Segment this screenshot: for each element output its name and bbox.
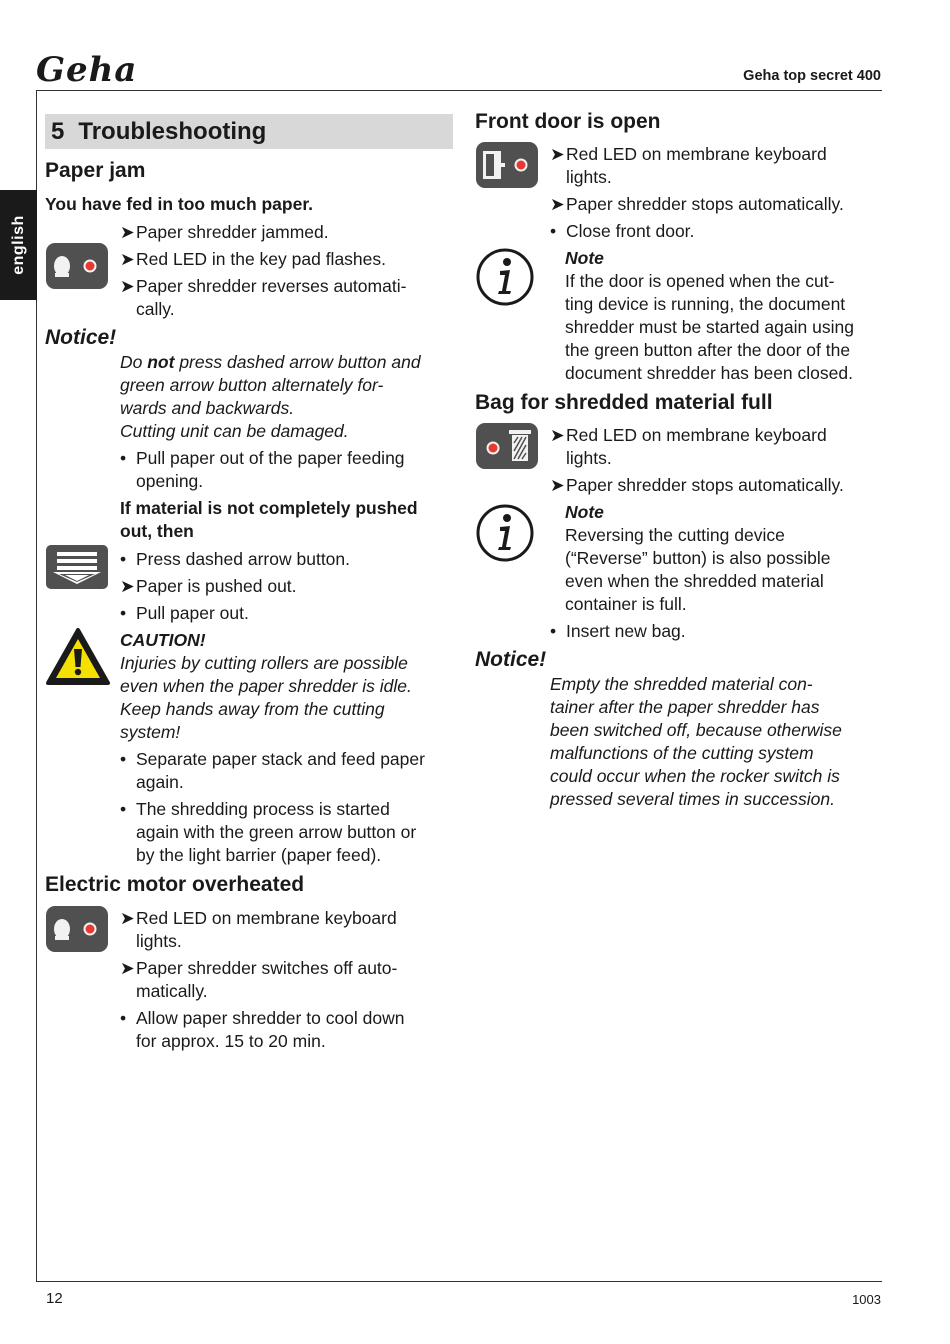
keypad-led-icon	[45, 905, 109, 958]
step-item: • Press dashed arrow button.	[120, 549, 351, 569]
bag-full-led-icon	[475, 422, 539, 475]
dashed-arrow-icon	[45, 544, 109, 595]
note-text: If the door is opened when the cut- ting device is running, the document shredder must be started again using the green button after the door of the document shredder has been closed.	[565, 271, 854, 383]
header-rule	[36, 90, 882, 91]
result-item: ➤ Paper shredder stops automatically.	[550, 194, 844, 214]
step-item: • Pull paper out of the paper feeding opening.	[120, 448, 405, 491]
caution-label: CAUTION!	[120, 630, 206, 650]
condition-text: If material is not completely pushed out, then	[120, 498, 418, 541]
language-tab: english	[0, 190, 37, 300]
motor-heading: Electric motor overheated	[45, 873, 305, 896]
geha-logo: Geha	[36, 50, 138, 90]
bag-note	[475, 501, 885, 643]
step-item: • Separate paper stack and feed paper again.	[120, 749, 425, 792]
footer-rule	[36, 1281, 882, 1282]
notice-text: Empty the shredded material con- tainer after the paper shredder has been switched off, because otherwise malfunctions of the cutting system could occur when the rocker switch is pressed several times in succession.	[550, 674, 842, 809]
step-item: • Allow paper shredder to cool down for approx. 15 to 20 min.	[120, 1008, 405, 1051]
notice-text: Do not press dashed arrow button and green arrow button alternately for- wards and backwards. Cutting unit can be damaged.	[120, 352, 421, 441]
dashed-arrow-section	[45, 548, 453, 625]
document-code: 1003	[852, 1292, 881, 1307]
notice-label: Notice!	[475, 648, 547, 671]
product-name: Geha top secret 400	[743, 68, 881, 84]
door-led-icon	[475, 141, 539, 194]
motor-section	[45, 907, 453, 1053]
result-item: ➤ Paper shredder reverses automati- cally.	[120, 276, 407, 319]
bag-heading: Bag for shredded material full	[475, 391, 773, 414]
step-item: • Pull paper out.	[120, 603, 249, 623]
step-item: • The shredding process is started again with the green arrow button or by the light barrier (paper feed).	[120, 799, 417, 865]
door-section	[475, 143, 885, 243]
caution-text: Injuries by cutting rollers are possible even when the paper shredder is idle. Keep hands away from the cutting system!	[120, 653, 412, 742]
result-item: ➤ Paper shredder stops automatically.	[550, 475, 844, 495]
result-item: ➤ Paper is pushed out.	[120, 576, 297, 596]
caution-section	[45, 629, 453, 867]
result-item: ➤ Paper shredder jammed.	[120, 222, 329, 242]
notice-label: Notice!	[45, 326, 117, 349]
door-note	[475, 247, 885, 385]
info-icon	[475, 247, 535, 312]
door-heading: Front door is open	[475, 110, 661, 133]
info-icon	[475, 503, 535, 568]
note-label: Note	[565, 248, 604, 268]
step-item: • Insert new bag.	[550, 621, 686, 641]
result-item: ➤ Paper shredder switches off auto- matically.	[120, 958, 398, 1001]
result-item: ➤ Red LED on membrane keyboard lights.	[120, 908, 397, 951]
note-label: Note	[565, 502, 604, 522]
result-item: ➤ Red LED on membrane keyboard lights.	[550, 144, 827, 187]
right-column	[475, 108, 885, 811]
result-item: ➤ Red LED in the key pad flashes.	[120, 249, 387, 269]
bag-section	[475, 424, 885, 497]
step-item: • Close front door.	[550, 221, 695, 241]
left-column	[45, 108, 453, 1057]
paper-jam-cause: You have fed in too much paper.	[45, 194, 314, 214]
result-item: ➤ Red LED on membrane keyboard lights.	[550, 425, 827, 468]
note-text: Reversing the cutting device (“Reverse” button) is also possible even when the shredded material container is full.	[565, 525, 831, 614]
paper-jam-results	[45, 221, 453, 321]
keypad-led-icon	[45, 242, 109, 295]
page-number: 12	[46, 1290, 63, 1307]
caution-icon	[45, 627, 111, 692]
chapter-heading: 5 Troubleshooting	[45, 114, 453, 149]
paper-jam-heading: Paper jam	[45, 159, 146, 182]
